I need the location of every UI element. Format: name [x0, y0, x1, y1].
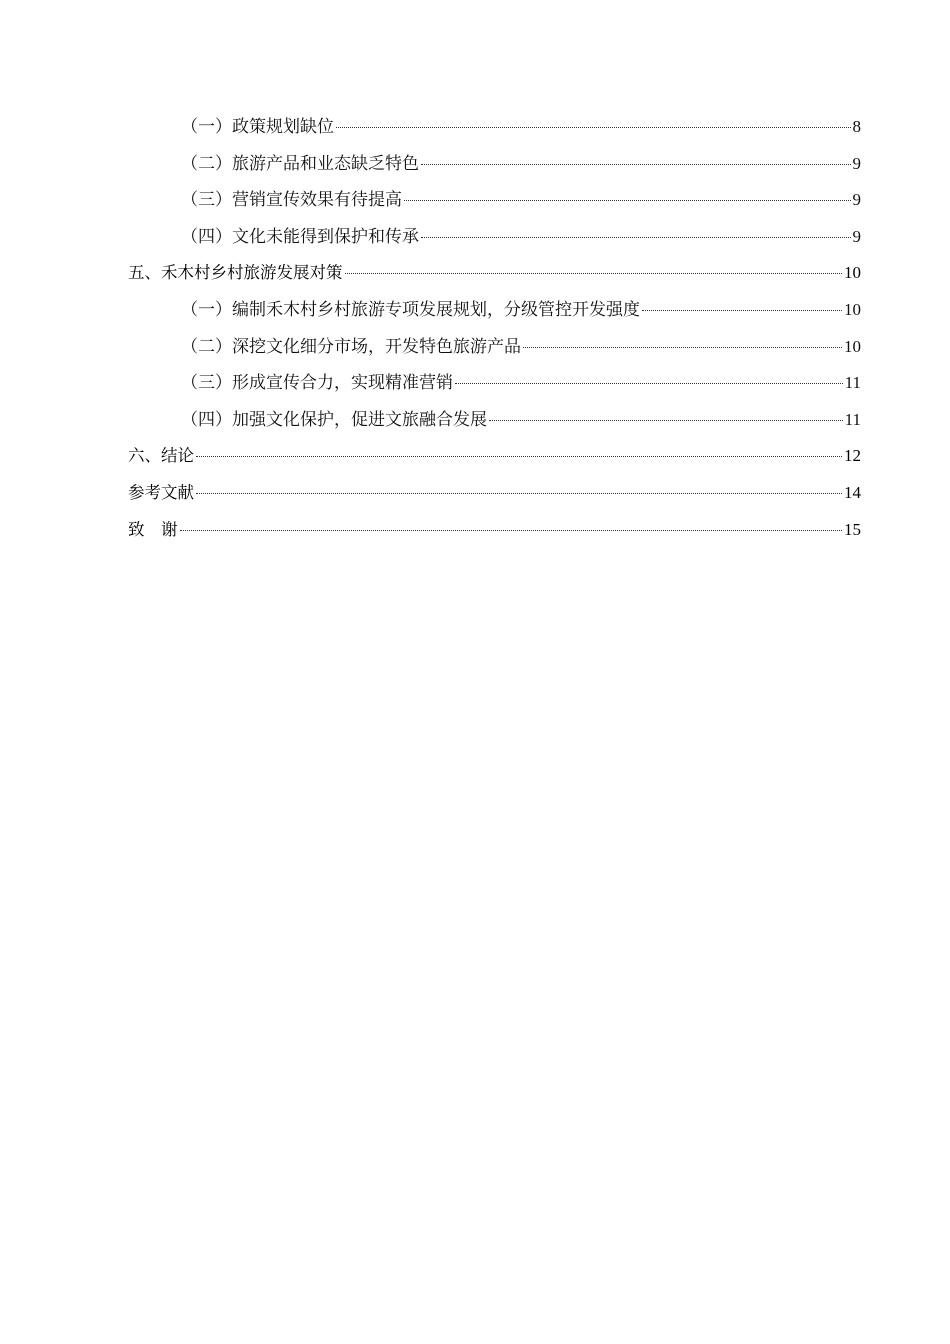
toc-leader-dots	[455, 383, 843, 384]
toc-entry	[128, 292, 861, 329]
toc-entry-label: （一）政策规划缺位	[181, 117, 334, 137]
toc-page-number: 10	[844, 263, 861, 283]
toc-entry-label: （一）编制禾木村乡村旅游专项发展规划，分级管控开发强度	[181, 299, 640, 320]
toc-entry-label: （四）加强文化保护，促进文旅融合发展	[181, 409, 487, 430]
toc-page-number: 15	[844, 519, 861, 539]
toc-page-number: 10	[844, 336, 861, 356]
toc-page-number: 11	[844, 409, 861, 429]
toc-entry-label: 致 谢	[128, 519, 178, 539]
toc-page-number: 14	[844, 482, 861, 502]
toc-leader-dots	[523, 347, 842, 348]
toc-entry-label: 五、禾木村乡村旅游发展对策	[128, 263, 343, 283]
toc-page-number: 9	[852, 153, 861, 173]
toc-entry	[128, 109, 861, 146]
toc-entry-label: （二）旅游产品和业态缺乏特色	[181, 153, 419, 174]
toc-entry-label: 六、结论	[128, 446, 194, 466]
toc-page-number: 12	[844, 446, 861, 466]
toc-entry-label: （四）文化未能得到保护和传承	[181, 226, 419, 247]
toc-leader-dots	[196, 493, 842, 494]
toc-entry	[128, 146, 861, 183]
toc-leader-dots	[196, 456, 842, 457]
toc-leader-dots	[336, 127, 851, 128]
toc-page-number: 9	[852, 190, 861, 210]
toc-entry-label: （二）深挖文化细分市场，开发特色旅游产品	[181, 336, 521, 357]
toc-leader-dots	[180, 530, 843, 531]
toc-entry-label: （三）营销宣传效果有待提高	[181, 190, 402, 211]
toc-leader-dots	[345, 273, 843, 274]
toc-entry	[128, 329, 861, 366]
toc-entry	[128, 402, 861, 439]
toc-page-number: 10	[844, 299, 861, 319]
toc-entry-label: （三）形成宣传合力，实现精准营销	[181, 373, 453, 394]
toc-chapter-entry	[128, 438, 861, 475]
toc-entry	[128, 219, 861, 256]
toc-entry	[128, 365, 861, 402]
toc-entry-label: 参考文献	[128, 482, 194, 502]
toc-leader-dots	[489, 420, 843, 421]
toc-leader-dots	[421, 164, 851, 165]
toc-chapter-entry	[128, 255, 861, 292]
toc-entry	[128, 182, 861, 219]
toc-leader-dots	[642, 310, 842, 311]
toc-chapter-entry	[128, 512, 861, 549]
toc-page-number: 9	[852, 226, 861, 246]
toc-leader-dots	[404, 200, 851, 201]
toc-page-number: 8	[852, 117, 861, 136]
table-of-contents	[128, 109, 861, 548]
toc-leader-dots	[421, 237, 851, 238]
toc-page-number: 11	[844, 373, 861, 393]
toc-chapter-entry	[128, 475, 861, 512]
